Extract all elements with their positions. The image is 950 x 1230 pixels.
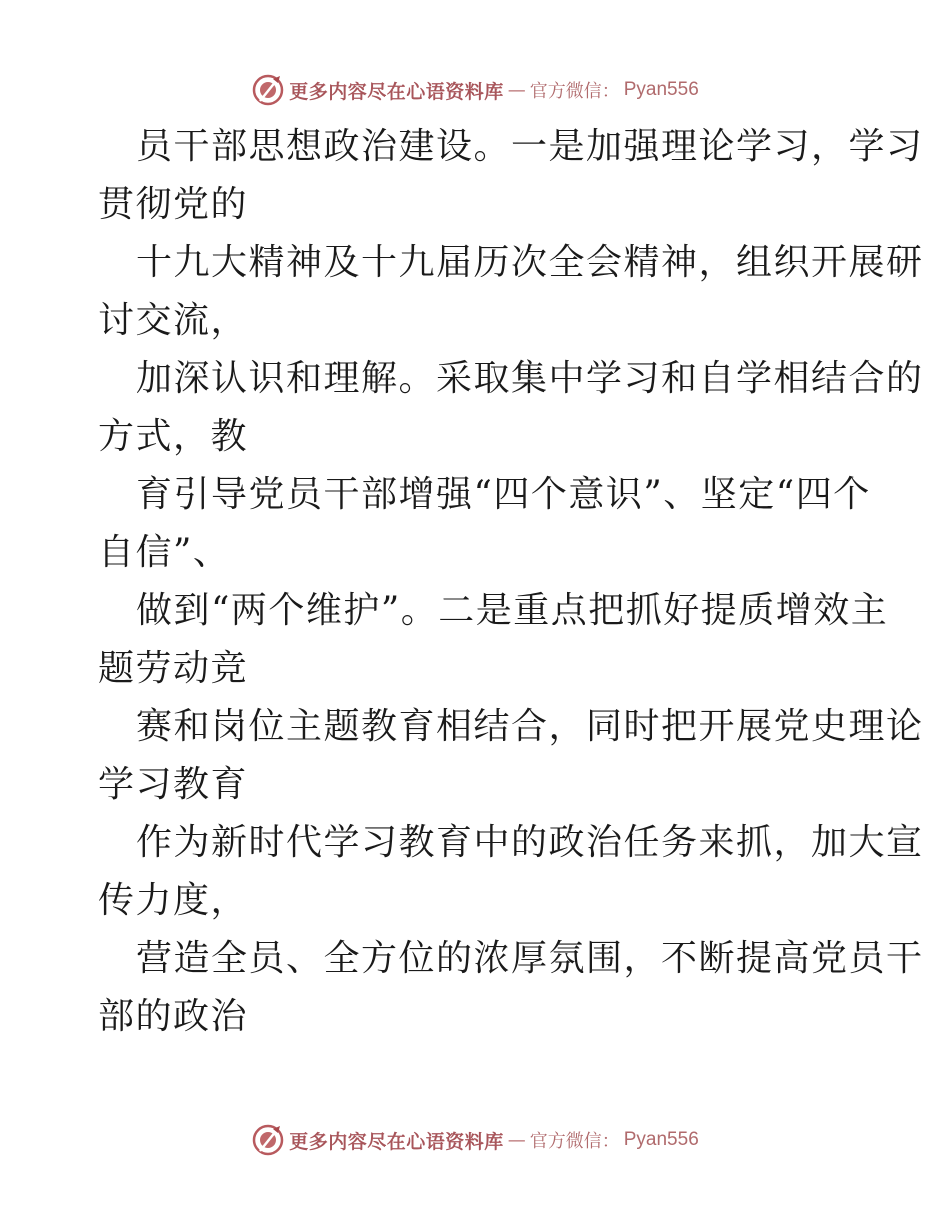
paragraph — [98, 234, 924, 350]
document-body — [98, 118, 924, 1046]
paragraph-line: 方式，教 — [98, 416, 249, 457]
paragraph — [98, 466, 871, 582]
paragraph-line: 加深认识和理解。采取集中学习和自学相结合的 — [136, 358, 924, 399]
watermark-brand: 更多内容尽在心语资料库 — [289, 80, 504, 103]
watermark-separator: — — [507, 79, 526, 101]
watermark-wechat-id: Pyan556 — [623, 1129, 699, 1150]
paragraph-line: 赛和岗位主题教育相结合，同时把开展党史理论 — [136, 706, 924, 747]
paragraph-line: 作为新时代学习教育中的政治任务来抓，加大宣 — [136, 822, 924, 863]
paragraph-line: 营造全员、全方位的浓厚氛围，不断提高党员干 — [136, 938, 924, 979]
paragraph — [98, 582, 889, 698]
paragraph-line: 自信”、 — [98, 532, 231, 573]
watermark-brand: 更多内容尽在心语资料库 — [289, 1130, 504, 1153]
paragraph-line: 十九大精神及十九届历次全会精神，组织开展研 — [136, 242, 924, 283]
paragraph-line: 贯彻党的 — [98, 184, 249, 225]
paragraph-line: 讨交流， — [98, 300, 249, 341]
quill-pen-logo-icon — [251, 1123, 285, 1157]
paragraph-line: 部的政治 — [98, 996, 249, 1037]
watermark-wechat-label: 官方微信： — [529, 1131, 620, 1152]
paragraph-line: 传力度， — [98, 880, 249, 921]
paragraph — [98, 814, 924, 930]
paragraph-line: 员干部思想政治建设。一是加强理论学习，学习 — [136, 126, 924, 167]
header-watermark — [0, 72, 950, 108]
quill-pen-logo-icon — [251, 73, 285, 107]
watermark-wechat-label: 官方微信： — [529, 81, 620, 102]
paragraph-line: 做到“两个维护”。二是重点把抓好提质增效主 — [136, 590, 889, 631]
watermark-separator: — — [507, 1129, 526, 1151]
paragraph-line: 育引导党员干部增强“四个意识”、坚定“四个 — [136, 474, 871, 515]
paragraph — [98, 350, 924, 466]
paragraph-line: 学习教育 — [98, 764, 249, 805]
paragraph — [98, 930, 924, 1046]
paragraph-line: 题劳动竞 — [98, 648, 249, 689]
paragraph — [98, 698, 924, 814]
footer-watermark — [0, 1122, 950, 1158]
watermark-wechat-id: Pyan556 — [623, 79, 699, 100]
paragraph — [98, 118, 924, 234]
